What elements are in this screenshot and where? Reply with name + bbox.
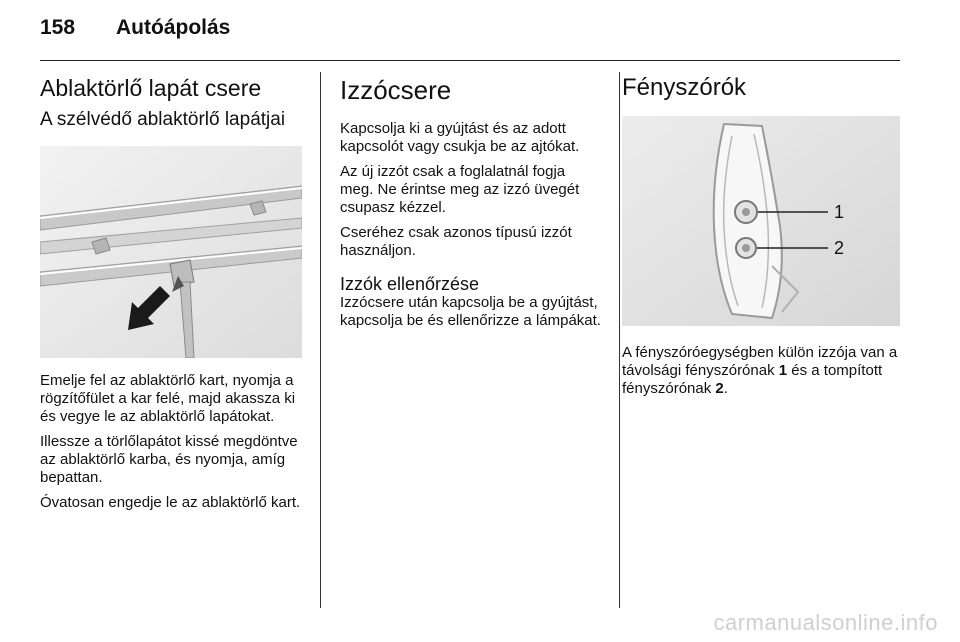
callout-label-1: 1	[834, 202, 845, 222]
column-wiper-blade	[40, 72, 302, 519]
section-title-bulbs: Izzócsere	[340, 75, 452, 105]
bulb-paragraph-2: Az új izzót csak a foglalatnál fogja meg. Ne érintse meg az izzó üvegét csupasz kézzel.	[340, 163, 580, 216]
page-header	[40, 16, 230, 40]
bulb-paragraph-3: Cseréhez csak azonos típusú izzót használjon.	[340, 224, 572, 259]
chapter-title: Autóápolás	[116, 16, 231, 39]
wiper-paragraph-3: Óvatosan engedje le az ablaktörlő kart.	[40, 494, 301, 511]
column-bulb-replacement	[340, 72, 602, 337]
bulb-paragraph-1: Kapcsolja ki a gyújtást és az adott kapcsolót vagy csukja be az ajtókat.	[340, 120, 580, 155]
wiper-paragraph-2: Illessze a törlőlapátot kissé megdöntve az ablaktörlő karba, és nyomja, amíg bepattan.	[40, 433, 298, 486]
headlight-illustration	[622, 116, 900, 326]
watermark: carmanualsonline.info	[713, 610, 938, 635]
headlight-paragraph	[622, 344, 900, 398]
bulb-check-paragraph: Izzócsere után kapcsolja be a gyújtást, kapcsolja be és ellenőrizze a lámpákat.	[340, 294, 601, 329]
section-title-headlights: Fényszórók	[622, 74, 747, 101]
wiper-paragraph-1: Emelje fel az ablaktörlő kart, nyomja a rögzítőfület a kar felé, majd akassza ki és vegye le az ablaktörlő lapátokat.	[40, 372, 296, 425]
header-divider	[40, 60, 900, 61]
page-number: 158	[40, 16, 76, 39]
headlight-text-3: .	[723, 380, 728, 397]
wiper-blade-illustration	[40, 146, 302, 358]
headlight-text-1: A fényszóróegységben külön izzója van a távolsági fényszórónak	[622, 344, 898, 379]
callout-label-2: 2	[834, 238, 845, 258]
subsection-title-bulb-check: Izzók ellenőrzése	[340, 274, 480, 294]
column-headlights	[622, 72, 900, 405]
headlight-ref-2: 2	[715, 380, 724, 397]
headlight-text-2: és a tompított fényszórónak	[622, 362, 883, 397]
subsection-title-windscreen: A szélvédő ablaktörlő lapátjai	[40, 109, 286, 130]
column-divider-2	[619, 72, 620, 608]
column-divider-1	[320, 72, 321, 608]
section-title-wiper: Ablaktörlő lapát csere	[40, 75, 262, 101]
headlight-ref-1: 1	[778, 362, 788, 379]
